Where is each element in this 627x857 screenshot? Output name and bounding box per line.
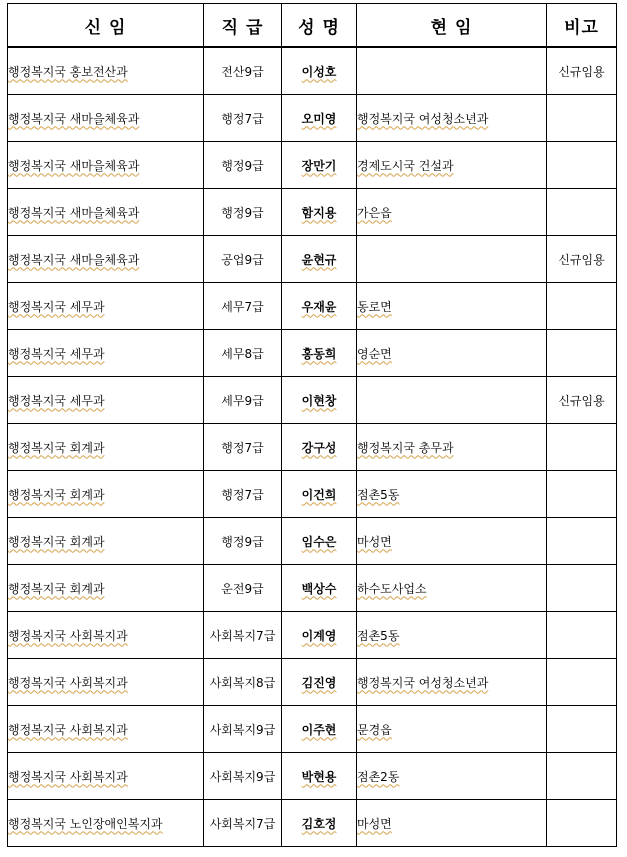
cell-name (282, 142, 357, 189)
cell-current-post-text: 가은읍 (357, 205, 392, 220)
table-row (8, 659, 617, 706)
cell-grade-text: 행정9급 (221, 158, 264, 173)
cell-new-post (8, 612, 204, 659)
cell-name (282, 565, 357, 612)
cell-grade (204, 612, 282, 659)
cell-grade-text: 행정9급 (221, 534, 264, 549)
cell-grade-text: 사회복지7급 (209, 816, 276, 831)
cell-new-post (8, 565, 204, 612)
cell-note (547, 189, 617, 236)
cell-note (547, 236, 617, 283)
cell-note (547, 518, 617, 565)
cell-new-post-text: 행정복지국 세무과 (8, 393, 105, 408)
cell-grade-text: 사회복지7급 (209, 628, 276, 643)
cell-grade-text: 행정7급 (221, 111, 264, 126)
cell-note (547, 330, 617, 377)
cell-new-post-text: 행정복지국 새마을체육과 (8, 252, 140, 267)
cell-note (547, 95, 617, 142)
cell-current-post (357, 706, 547, 753)
cell-new-post (8, 330, 204, 377)
cell-grade (204, 659, 282, 706)
cell-new-post-text: 행정복지국 새마을체육과 (8, 111, 140, 126)
cell-new-post-text: 행정복지국 새마을체육과 (8, 205, 140, 220)
cell-current-post-text: 동로면 (357, 299, 392, 314)
cell-new-post (8, 800, 204, 847)
cell-grade (204, 518, 282, 565)
header-new-post: 신 임 (8, 4, 204, 48)
cell-new-post (8, 377, 204, 424)
table-row (8, 424, 617, 471)
cell-name (282, 95, 357, 142)
cell-grade (204, 424, 282, 471)
cell-new-post-text: 행정복지국 회계과 (8, 440, 105, 455)
table-row (8, 471, 617, 518)
table-body (8, 47, 617, 847)
cell-name-text: 백상수 (301, 581, 337, 596)
cell-note (547, 471, 617, 518)
personnel-table (7, 3, 617, 847)
cell-new-post-text: 행정복지국 세무과 (8, 299, 105, 314)
cell-current-post (357, 612, 547, 659)
cell-grade-text: 행정9급 (221, 205, 264, 220)
cell-current-post (357, 659, 547, 706)
cell-new-post (8, 236, 204, 283)
cell-name-text: 장만기 (301, 158, 337, 173)
cell-name-text: 홍동희 (301, 346, 337, 361)
table-row (8, 236, 617, 283)
cell-grade-text: 사회복지8급 (209, 675, 276, 690)
header-name: 성 명 (282, 4, 357, 48)
cell-grade-text: 공업9급 (221, 252, 264, 267)
cell-new-post (8, 753, 204, 800)
cell-new-post-text: 행정복지국 새마을체육과 (8, 158, 140, 173)
cell-grade (204, 47, 282, 95)
cell-current-post (357, 236, 547, 283)
cell-grade-text: 세무7급 (221, 299, 264, 314)
cell-name (282, 471, 357, 518)
cell-new-post-text: 행정복지국 사회복지과 (8, 722, 128, 737)
cell-name-text: 우재윤 (301, 299, 337, 314)
table-row (8, 800, 617, 847)
cell-current-post (357, 142, 547, 189)
cell-current-post-text: 마성면 (357, 816, 392, 831)
cell-grade-text: 세무9급 (221, 393, 264, 408)
cell-new-post-text: 행정복지국 홍보전산과 (8, 64, 128, 79)
cell-current-post (357, 800, 547, 847)
cell-new-post (8, 518, 204, 565)
cell-current-post-text: 점촌5동 (357, 487, 400, 502)
cell-current-post (357, 565, 547, 612)
cell-new-post (8, 142, 204, 189)
cell-current-post-text: 점촌2동 (357, 769, 400, 784)
cell-current-post (357, 753, 547, 800)
cell-grade (204, 800, 282, 847)
cell-name (282, 377, 357, 424)
cell-note-text: 신규임용 (558, 393, 605, 408)
cell-grade (204, 95, 282, 142)
table-row (8, 283, 617, 330)
cell-name-text: 함지용 (301, 205, 337, 220)
cell-grade-text: 운전9급 (221, 581, 264, 596)
cell-grade (204, 330, 282, 377)
cell-current-post (357, 283, 547, 330)
cell-name (282, 753, 357, 800)
table-row (8, 518, 617, 565)
cell-current-post (357, 518, 547, 565)
cell-grade (204, 236, 282, 283)
cell-new-post-text: 행정복지국 회계과 (8, 487, 105, 502)
cell-grade (204, 565, 282, 612)
cell-name (282, 189, 357, 236)
cell-name-text: 오미영 (301, 111, 337, 126)
cell-new-post-text: 행정복지국 세무과 (8, 346, 105, 361)
cell-name-text: 이현창 (301, 393, 337, 408)
cell-note (547, 659, 617, 706)
table-row (8, 47, 617, 95)
cell-current-post-text: 마성면 (357, 534, 392, 549)
cell-name-text: 박현용 (301, 769, 337, 784)
cell-new-post-text: 행정복지국 사회복지과 (8, 769, 128, 784)
header-note: 비고 (547, 4, 617, 48)
cell-name-text: 이계영 (301, 628, 337, 643)
cell-name-text: 임수은 (301, 534, 337, 549)
cell-current-post-text: 문경읍 (357, 722, 392, 737)
cell-current-post (357, 47, 547, 95)
cell-grade (204, 753, 282, 800)
table-row (8, 612, 617, 659)
cell-new-post-text: 행정복지국 회계과 (8, 534, 105, 549)
cell-grade-text: 전산9급 (221, 64, 264, 79)
cell-current-post (357, 189, 547, 236)
table-row (8, 706, 617, 753)
cell-name (282, 330, 357, 377)
table-header-row (8, 4, 617, 48)
cell-name-text: 윤현규 (301, 252, 337, 267)
cell-new-post (8, 283, 204, 330)
cell-new-post (8, 471, 204, 518)
cell-name-text: 강구성 (301, 440, 337, 455)
cell-name (282, 659, 357, 706)
cell-grade (204, 706, 282, 753)
cell-new-post (8, 424, 204, 471)
cell-name (282, 706, 357, 753)
cell-note (547, 800, 617, 847)
cell-name (282, 236, 357, 283)
cell-new-post (8, 706, 204, 753)
table-row (8, 142, 617, 189)
cell-name (282, 518, 357, 565)
cell-note (547, 424, 617, 471)
cell-current-post-text: 행정복지국 여성청소년과 (357, 111, 489, 126)
table-row (8, 753, 617, 800)
table-row (8, 189, 617, 236)
cell-new-post-text: 행정복지국 회계과 (8, 581, 105, 596)
cell-grade (204, 189, 282, 236)
cell-grade (204, 142, 282, 189)
table-row (8, 565, 617, 612)
cell-current-post (357, 424, 547, 471)
cell-note (547, 377, 617, 424)
cell-name-text: 이건희 (301, 487, 337, 502)
cell-note (547, 47, 617, 95)
cell-new-post (8, 47, 204, 95)
cell-current-post (357, 330, 547, 377)
cell-current-post-text: 경제도시국 건설과 (357, 158, 454, 173)
header-current-post: 현 임 (357, 4, 547, 48)
cell-name (282, 283, 357, 330)
cell-new-post-text: 행정복지국 사회복지과 (8, 675, 128, 690)
cell-note (547, 753, 617, 800)
cell-grade-text: 사회복지9급 (209, 769, 276, 784)
cell-current-post-text: 행정복지국 여성청소년과 (357, 675, 489, 690)
table-row (8, 95, 617, 142)
cell-grade-text: 행정7급 (221, 440, 264, 455)
cell-note-text: 신규임용 (558, 64, 605, 79)
cell-note (547, 706, 617, 753)
cell-current-post-text: 하수도사업소 (357, 581, 427, 596)
cell-current-post (357, 95, 547, 142)
cell-current-post-text: 점촌5동 (357, 628, 400, 643)
cell-name (282, 47, 357, 95)
cell-grade (204, 471, 282, 518)
table-row (8, 377, 617, 424)
cell-grade-text: 행정7급 (221, 487, 264, 502)
cell-name-text: 이성호 (301, 64, 337, 79)
cell-note (547, 612, 617, 659)
cell-current-post (357, 471, 547, 518)
cell-note (547, 565, 617, 612)
cell-name-text: 김호정 (301, 816, 337, 831)
cell-note (547, 283, 617, 330)
cell-new-post (8, 95, 204, 142)
cell-grade (204, 283, 282, 330)
cell-name-text: 김진영 (301, 675, 337, 690)
cell-new-post-text: 행정복지국 사회복지과 (8, 628, 128, 643)
cell-current-post (357, 377, 547, 424)
cell-name-text: 이주현 (301, 722, 337, 737)
cell-grade-text: 사회복지9급 (209, 722, 276, 737)
cell-new-post (8, 659, 204, 706)
cell-note (547, 142, 617, 189)
cell-new-post (8, 189, 204, 236)
cell-name (282, 612, 357, 659)
cell-grade-text: 세무8급 (221, 346, 264, 361)
cell-new-post-text: 행정복지국 노인장애인복지과 (8, 816, 163, 831)
cell-grade (204, 377, 282, 424)
cell-name (282, 800, 357, 847)
cell-current-post-text: 영순면 (357, 346, 392, 361)
cell-note-text: 신규임용 (558, 252, 605, 267)
table-row (8, 330, 617, 377)
header-grade: 직 급 (204, 4, 282, 48)
cell-name (282, 424, 357, 471)
cell-current-post-text: 행정복지국 총무과 (357, 440, 454, 455)
